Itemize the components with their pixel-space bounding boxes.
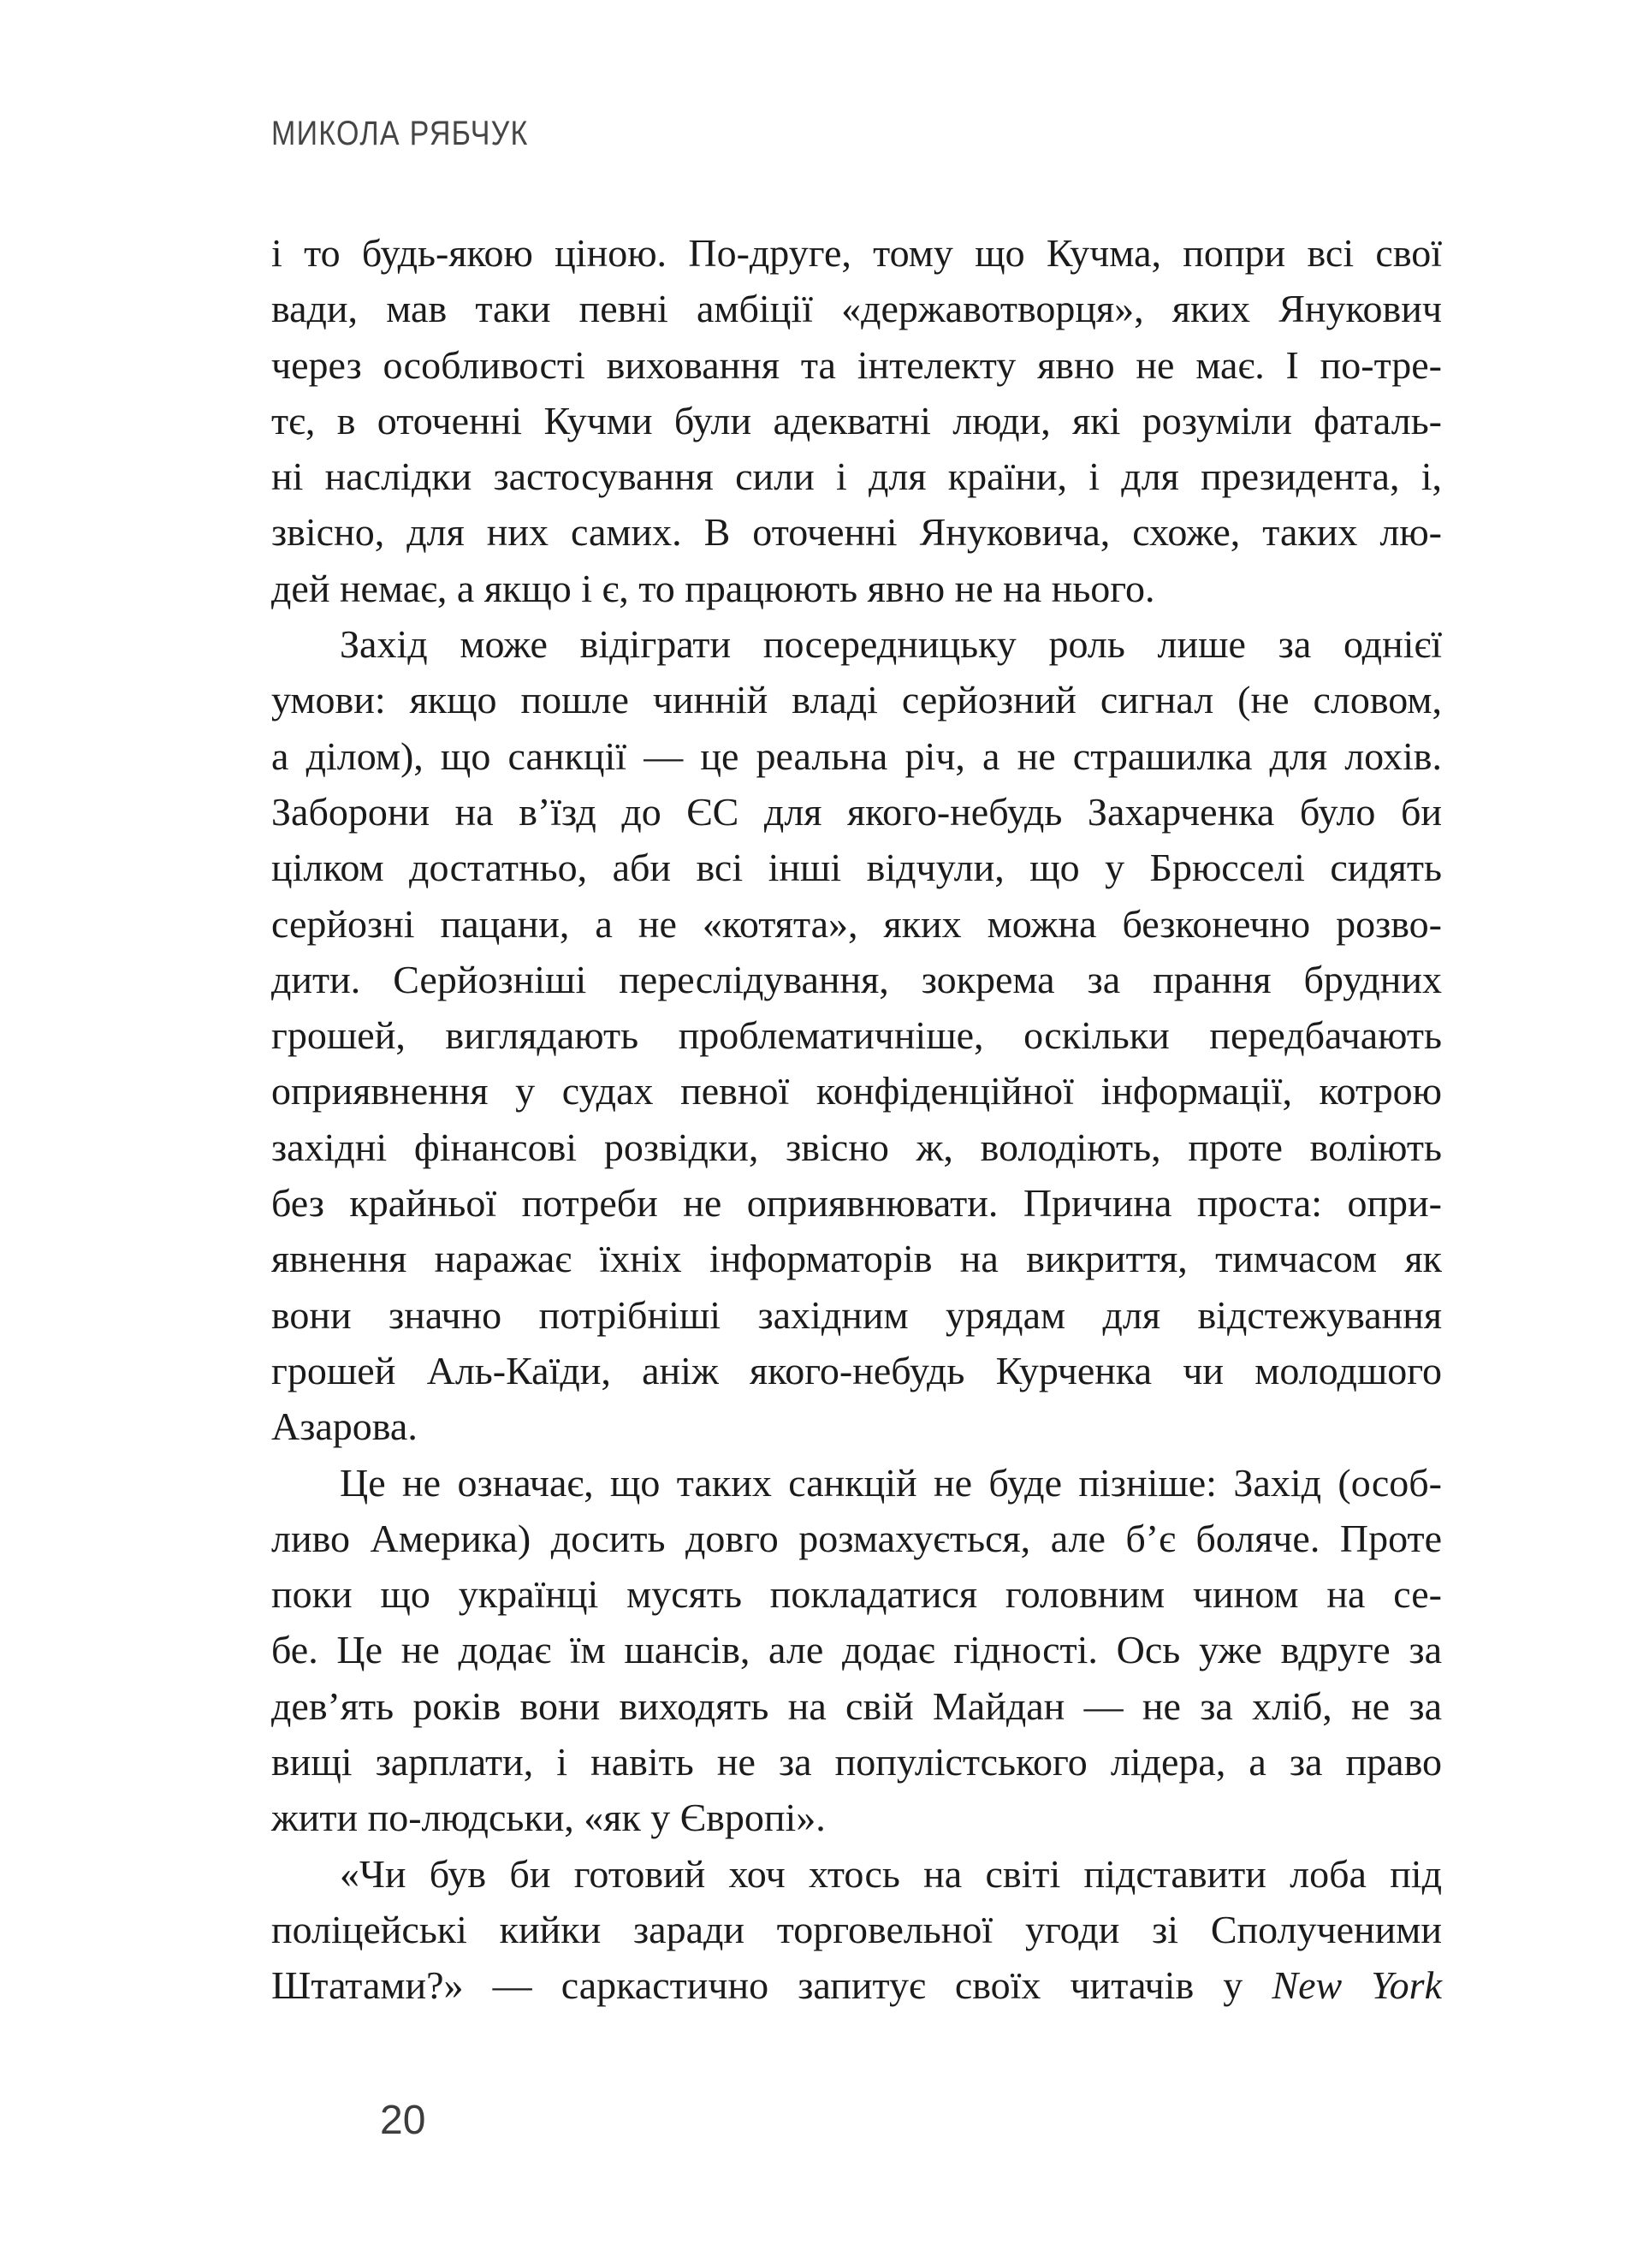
text-line bbox=[271, 952, 1442, 1007]
text-line bbox=[271, 728, 1442, 784]
text-line bbox=[271, 1231, 1442, 1286]
text-segment: вони значно потрібніші західним урядам для відстежування bbox=[271, 1292, 1442, 1337]
text-segment: цілком достатньо, аби всі інші відчули, що у Брюсселі сидять bbox=[271, 846, 1442, 890]
text-line bbox=[271, 1455, 1442, 1511]
text-segment: тє, в оточенні Кучми були адекватні люди, які розуміли фаталь- bbox=[271, 398, 1442, 442]
text-segment: поліцейські кийки заради торговельної угоди зі Сполученими bbox=[271, 1907, 1442, 1951]
text-segment: дити. Серйозніші переслідування, зокрема за прання брудних bbox=[271, 957, 1442, 1001]
text-line bbox=[271, 337, 1442, 393]
text-line bbox=[271, 896, 1442, 952]
text-line bbox=[271, 1007, 1442, 1063]
body-text bbox=[271, 225, 1442, 2014]
text-line bbox=[271, 1902, 1442, 1957]
text-segment: Заборони на в’їзд до ЄС для якого-небудь Захарченка було би bbox=[271, 789, 1442, 834]
text-segment: ливо Америка) досить довго розмахується, але б’є боляче. Проте bbox=[271, 1516, 1442, 1560]
italic-text: New York bbox=[1272, 1963, 1442, 2008]
text-segment: «Чи був би готовий хоч хтось на світі підставити лоба під bbox=[340, 1851, 1442, 1896]
text-segment: бе. Це не додає їм шансів, але додає гідності. Ось уже вдруге за bbox=[271, 1628, 1442, 1672]
text-segment: жити по-людськи, «як у Європі». bbox=[271, 1796, 826, 1840]
text-segment: вади, мав таки певні амбіції «державотворця», яких Янукович bbox=[271, 287, 1442, 331]
text-line bbox=[271, 784, 1442, 840]
text-line bbox=[271, 1398, 1442, 1454]
text-segment: оприявнення у судах певної конфіденційної інформації, котрою bbox=[271, 1069, 1442, 1113]
text-line bbox=[271, 393, 1442, 448]
text-segment: дей немає, а якщо і є, то працюють явно не на нього. bbox=[271, 566, 1155, 610]
text-line bbox=[271, 1287, 1442, 1343]
text-segment: поки що українці мусять покладатися головним чином на се- bbox=[271, 1572, 1442, 1617]
text-line bbox=[271, 1063, 1442, 1119]
paragraph bbox=[271, 616, 1442, 1454]
text-segment: і то будь-якою ціною. По-друге, тому що Кучма, попри всі свої bbox=[271, 231, 1442, 275]
text-segment: вищі зарплати, і навіть не за популістського лідера, а за право bbox=[271, 1740, 1442, 1784]
text-line bbox=[271, 1343, 1442, 1398]
running-header: МИКОЛА РЯБЧУК bbox=[271, 115, 529, 152]
text-line bbox=[271, 672, 1442, 727]
text-line bbox=[271, 561, 1442, 616]
paragraph bbox=[271, 1455, 1442, 1846]
text-line bbox=[271, 1678, 1442, 1734]
paragraph bbox=[271, 1846, 1442, 2014]
text-segment: а ділом), що санкції — це реальна річ, а не страшилка для лохів. bbox=[271, 733, 1442, 778]
text-line bbox=[271, 1790, 1442, 1845]
text-segment: Це не означає, що таких санкцій не буде пізніше: Захід (особ- bbox=[340, 1460, 1442, 1505]
text-segment: грошей Аль-Каїди, аніж якого-небудь Курченка чи молодшого bbox=[271, 1348, 1442, 1392]
text-segment: ні наслідки застосування сили і для країни, і для президента, і, bbox=[271, 454, 1442, 499]
page-number: 20 bbox=[380, 2098, 426, 2143]
text-line bbox=[271, 1957, 1442, 2013]
text-segment: Азарова. bbox=[271, 1404, 418, 1449]
text-segment: Захід може відіграти посередницьку роль лише за однієї bbox=[340, 622, 1442, 667]
text-segment: звісно, для них самих. В оточенні Януковича, схоже, таких лю- bbox=[271, 510, 1442, 555]
text-line bbox=[271, 504, 1442, 560]
paragraph bbox=[271, 225, 1442, 616]
text-segment: грошей, виглядають проблематичніше, оскільки передбачають bbox=[271, 1013, 1442, 1058]
text-line bbox=[271, 1622, 1442, 1677]
text-segment: явнення наражає їхніх інформаторів на викриття, тимчасом як bbox=[271, 1237, 1442, 1281]
text-line bbox=[271, 448, 1442, 504]
text-segment: через особливості виховання та інтелекту явно не має. І по-тре- bbox=[271, 342, 1442, 387]
text-line bbox=[271, 225, 1442, 281]
text-line bbox=[271, 1566, 1442, 1622]
text-line bbox=[271, 616, 1442, 672]
text-line bbox=[271, 1175, 1442, 1231]
text-line bbox=[271, 840, 1442, 895]
text-segment: Штатами?» — саркастично запитує своїх читачів у bbox=[271, 1963, 1272, 2008]
text-line bbox=[271, 1511, 1442, 1566]
text-segment: умови: якщо пошле чинній владі серйозний сигнал (не словом, bbox=[271, 678, 1442, 722]
text-segment: дев’ять років вони виходять на свій Майдан — не за хліб, не за bbox=[271, 1683, 1442, 1728]
text-line bbox=[271, 1734, 1442, 1790]
text-segment: без крайньої потреби не оприявнювати. Причина проста: опри- bbox=[271, 1181, 1442, 1226]
text-line bbox=[271, 1119, 1442, 1175]
text-segment: серйозні пацани, а не «котята», яких можна безконечно розво- bbox=[271, 901, 1442, 946]
text-line bbox=[271, 281, 1442, 336]
text-line bbox=[271, 1846, 1442, 1902]
text-segment: західні фінансові розвідки, звісно ж, володіють, проте воліють bbox=[271, 1125, 1442, 1169]
